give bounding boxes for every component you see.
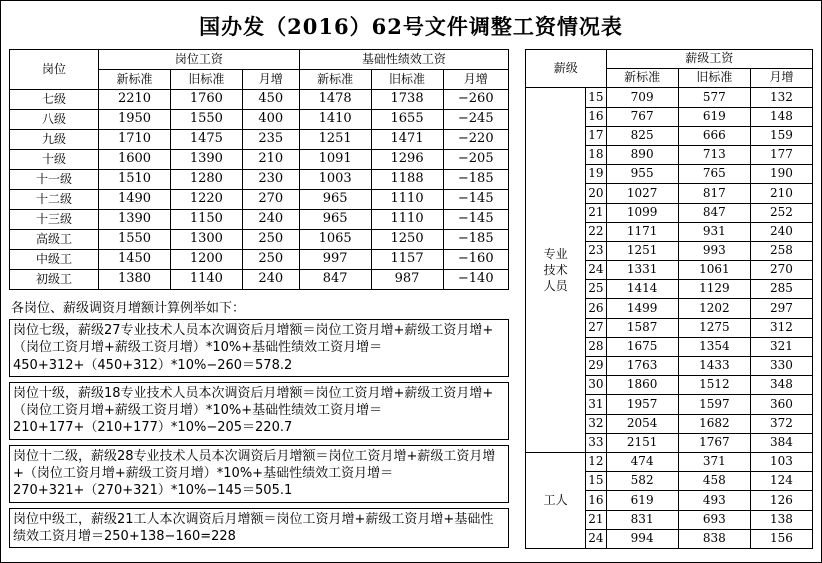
cell-post-old: 1140 xyxy=(170,270,242,290)
cell-grade-new: 709 xyxy=(606,88,678,107)
row-label: 十二级 xyxy=(10,190,99,210)
group-label-line-2: 技术 xyxy=(543,263,568,278)
cell-grade-inc: 159 xyxy=(750,126,812,145)
cell-grade-old: 577 xyxy=(678,88,750,107)
cell-perf-new: 1091 xyxy=(299,150,371,170)
cell-perf-inc: −160 xyxy=(443,250,509,270)
cell-grade-old: 1061 xyxy=(678,261,750,280)
cell-grade-old: 1682 xyxy=(678,414,750,433)
cell-grade-old: 931 xyxy=(678,222,750,241)
cell-grade-new: 1027 xyxy=(606,184,678,203)
cell-grade-old: 765 xyxy=(678,165,750,184)
cell-grade: 27 xyxy=(586,318,606,337)
cell-perf-old: 1655 xyxy=(371,110,443,130)
table-row xyxy=(10,270,509,290)
header-group-post-salary: 岗位工资 xyxy=(99,50,300,70)
table-row xyxy=(10,90,509,110)
cell-perf-old: 1110 xyxy=(371,190,443,210)
cell-post-new: 1710 xyxy=(99,130,171,150)
cell-perf-inc: −185 xyxy=(443,230,509,250)
header-grade-old: 旧标准 xyxy=(678,69,750,88)
cell-perf-inc: −220 xyxy=(443,130,509,150)
cell-grade: 32 xyxy=(586,414,606,433)
cell-grade-old: 1512 xyxy=(678,376,750,395)
cell-grade-inc: 360 xyxy=(750,395,812,414)
cell-post-inc: 230 xyxy=(242,170,299,190)
cell-grade: 24 xyxy=(586,529,606,548)
group-label-line-3: 人员 xyxy=(543,279,568,294)
group-label-line-1: 专业 xyxy=(543,246,568,261)
cell-grade-new: 474 xyxy=(606,452,678,471)
note-item xyxy=(9,319,509,377)
cell-grade-old: 1597 xyxy=(678,395,750,414)
cell-perf-new: 1251 xyxy=(299,130,371,150)
cell-grade-new: 1763 xyxy=(606,357,678,376)
cell-grade: 16 xyxy=(586,491,606,510)
cell-grade-old: 1354 xyxy=(678,337,750,356)
cell-post-old: 1550 xyxy=(170,110,242,130)
cell-post-new: 1390 xyxy=(99,210,171,230)
cell-post-old: 1280 xyxy=(170,170,242,190)
position-salary-table xyxy=(9,49,509,290)
note-text: 岗位七级，薪级27专业技术人员本次调资后月增额＝岗位工资月增+薪级工资月增+（岗位工资月增+薪级工资月增）*10%+基础性绩效工资月增＝450+312+（450+312）*10%−260＝578.2 xyxy=(13,323,494,373)
cell-grade-old: 371 xyxy=(678,452,750,471)
header-group-performance-salary: 基础性绩效工资 xyxy=(299,50,508,70)
table-row xyxy=(526,452,813,471)
cell-perf-inc: −145 xyxy=(443,210,509,230)
row-label: 七级 xyxy=(10,90,99,110)
cell-grade: 25 xyxy=(586,280,606,299)
cell-grade-old: 1275 xyxy=(678,318,750,337)
cell-post-new: 1510 xyxy=(99,170,171,190)
cell-grade: 19 xyxy=(586,165,606,184)
row-label: 九级 xyxy=(10,130,99,150)
cell-grade: 22 xyxy=(586,222,606,241)
cell-grade-old: 1433 xyxy=(678,357,750,376)
cell-grade-new: 2054 xyxy=(606,414,678,433)
cell-grade-inc: 177 xyxy=(750,145,812,164)
row-label: 十级 xyxy=(10,150,99,170)
cell-grade-new: 890 xyxy=(606,145,678,164)
cell-post-new: 1380 xyxy=(99,270,171,290)
note-item xyxy=(9,382,509,440)
cell-post-old: 1300 xyxy=(170,230,242,250)
table-header-row-1 xyxy=(526,50,813,69)
cell-grade-new: 619 xyxy=(606,491,678,510)
cell-grade-new: 2151 xyxy=(606,433,678,452)
table-row xyxy=(10,210,509,230)
header-perf-new: 新标准 xyxy=(299,70,371,90)
cell-post-new: 1950 xyxy=(99,110,171,130)
cell-grade: 15 xyxy=(586,88,606,107)
header-group-grade-salary: 薪级工资 xyxy=(606,50,812,69)
cell-grade-inc: 348 xyxy=(750,376,812,395)
cell-perf-new: 965 xyxy=(299,210,371,230)
header-post-inc: 月增 xyxy=(242,70,299,90)
cell-grade-old: 458 xyxy=(678,472,750,491)
cell-grade-new: 1587 xyxy=(606,318,678,337)
cell-grade-inc: 132 xyxy=(750,88,812,107)
cell-perf-inc: −140 xyxy=(443,270,509,290)
cell-grade-inc: 321 xyxy=(750,337,812,356)
table-row xyxy=(10,230,509,250)
table-header-row-1 xyxy=(10,50,509,70)
group-label-professional xyxy=(526,88,586,453)
header-post: 岗位 xyxy=(10,50,99,90)
table-row xyxy=(10,150,509,170)
row-label: 中级工 xyxy=(10,250,99,270)
cell-grade: 20 xyxy=(586,184,606,203)
note-item xyxy=(9,445,509,503)
cell-post-inc: 400 xyxy=(242,110,299,130)
cell-perf-new: 965 xyxy=(299,190,371,210)
cell-perf-old: 1250 xyxy=(371,230,443,250)
note-item xyxy=(9,508,509,549)
table-row xyxy=(10,170,509,190)
cell-grade-inc: 270 xyxy=(750,261,812,280)
cell-post-new: 1490 xyxy=(99,190,171,210)
cell-perf-new: 1003 xyxy=(299,170,371,190)
cell-grade-old: 693 xyxy=(678,510,750,529)
cell-grade-inc: 124 xyxy=(750,472,812,491)
cell-perf-old: 987 xyxy=(371,270,443,290)
cell-grade-old: 713 xyxy=(678,145,750,164)
table-row xyxy=(10,190,509,210)
cell-post-old: 1390 xyxy=(170,150,242,170)
cell-perf-inc: −145 xyxy=(443,190,509,210)
cell-perf-old: 1296 xyxy=(371,150,443,170)
cell-perf-old: 1738 xyxy=(371,90,443,110)
header-grade-inc: 月增 xyxy=(750,69,812,88)
cell-grade-old: 817 xyxy=(678,184,750,203)
table-row xyxy=(10,250,509,270)
cell-grade: 16 xyxy=(586,107,606,126)
cell-post-inc: 250 xyxy=(242,230,299,250)
group-label-worker: 工人 xyxy=(526,452,586,548)
table-row xyxy=(10,130,509,150)
cell-post-new: 1550 xyxy=(99,230,171,250)
cell-perf-old: 1471 xyxy=(371,130,443,150)
cell-grade-inc: 384 xyxy=(750,433,812,452)
cell-grade: 21 xyxy=(586,510,606,529)
cell-grade-inc: 312 xyxy=(750,318,812,337)
cell-grade-inc: 285 xyxy=(750,280,812,299)
cell-grade-inc: 372 xyxy=(750,414,812,433)
cell-grade-new: 1099 xyxy=(606,203,678,222)
cell-grade: 21 xyxy=(586,203,606,222)
cell-post-old: 1150 xyxy=(170,210,242,230)
cell-post-inc: 210 xyxy=(242,150,299,170)
cell-perf-new: 997 xyxy=(299,250,371,270)
row-label: 高级工 xyxy=(10,230,99,250)
table-row xyxy=(10,110,509,130)
row-label: 十一级 xyxy=(10,170,99,190)
page-title: 国办发（2016）62号文件调整工资情况表 xyxy=(199,14,623,39)
cell-grade-inc: 138 xyxy=(750,510,812,529)
cell-post-new: 2210 xyxy=(99,90,171,110)
cell-grade-new: 1171 xyxy=(606,222,678,241)
cell-grade: 15 xyxy=(586,472,606,491)
cell-grade-old: 1767 xyxy=(678,433,750,452)
cell-grade: 12 xyxy=(586,452,606,471)
cell-grade-new: 831 xyxy=(606,510,678,529)
cell-grade-new: 1414 xyxy=(606,280,678,299)
cell-grade-old: 1129 xyxy=(678,280,750,299)
cell-grade-old: 493 xyxy=(678,491,750,510)
cell-grade: 29 xyxy=(586,357,606,376)
cell-post-new: 1600 xyxy=(99,150,171,170)
right-column xyxy=(525,49,813,549)
cell-post-old: 1760 xyxy=(170,90,242,110)
cell-grade-new: 994 xyxy=(606,529,678,548)
cell-grade-new: 1331 xyxy=(606,261,678,280)
cell-post-old: 1200 xyxy=(170,250,242,270)
cell-post-inc: 450 xyxy=(242,90,299,110)
header-grade-new: 新标准 xyxy=(606,69,678,88)
cell-grade-new: 1499 xyxy=(606,299,678,318)
cell-perf-inc: −260 xyxy=(443,90,509,110)
cell-grade-inc: 190 xyxy=(750,165,812,184)
notes-section xyxy=(9,296,509,548)
header-post-old: 旧标准 xyxy=(170,70,242,90)
notes-intro: 各岗位、薪级调资月增额计算例举如下： xyxy=(11,301,246,316)
cell-grade-old: 1202 xyxy=(678,299,750,318)
header-post-new: 新标准 xyxy=(99,70,171,90)
cell-grade-inc: 126 xyxy=(750,491,812,510)
cell-grade: 33 xyxy=(586,433,606,452)
cell-perf-old: 1188 xyxy=(371,170,443,190)
header-grade: 薪级 xyxy=(526,50,607,88)
cell-grade: 31 xyxy=(586,395,606,414)
cell-grade-inc: 103 xyxy=(750,452,812,471)
cell-grade: 23 xyxy=(586,241,606,260)
cell-perf-inc: −245 xyxy=(443,110,509,130)
cell-grade: 18 xyxy=(586,145,606,164)
cell-post-new: 1450 xyxy=(99,250,171,270)
cell-perf-new: 1410 xyxy=(299,110,371,130)
cell-grade-new: 767 xyxy=(606,107,678,126)
cell-grade: 30 xyxy=(586,376,606,395)
row-label: 十三级 xyxy=(10,210,99,230)
cell-perf-old: 1157 xyxy=(371,250,443,270)
cell-grade-old: 619 xyxy=(678,107,750,126)
left-column xyxy=(9,49,509,553)
note-text: 岗位十级，薪级18专业技术人员本次调资后月增额＝岗位工资月增+薪级工资月增+（岗位工资月增+薪级工资月增）*10%+基础性绩效工资月增＝210+177+（210+177）*10%−205＝220.7 xyxy=(13,385,494,436)
cell-perf-old: 1110 xyxy=(371,210,443,230)
cell-post-old: 1220 xyxy=(170,190,242,210)
cell-post-inc: 235 xyxy=(242,130,299,150)
content-columns xyxy=(1,49,821,553)
cell-perf-new: 1065 xyxy=(299,230,371,250)
cell-grade-inc: 210 xyxy=(750,184,812,203)
cell-grade-old: 847 xyxy=(678,203,750,222)
table-row xyxy=(526,88,813,107)
cell-grade-inc: 258 xyxy=(750,241,812,260)
cell-grade-old: 993 xyxy=(678,241,750,260)
header-perf-old: 旧标准 xyxy=(371,70,443,90)
grade-salary-table xyxy=(525,49,813,549)
row-label: 八级 xyxy=(10,110,99,130)
cell-grade-inc: 252 xyxy=(750,203,812,222)
row-label: 初级工 xyxy=(10,270,99,290)
cell-post-inc: 240 xyxy=(242,210,299,230)
cell-grade-inc: 330 xyxy=(750,357,812,376)
cell-grade-inc: 240 xyxy=(750,222,812,241)
cell-grade-new: 1860 xyxy=(606,376,678,395)
cell-post-inc: 250 xyxy=(242,250,299,270)
cell-grade-inc: 297 xyxy=(750,299,812,318)
cell-grade-new: 1251 xyxy=(606,241,678,260)
cell-grade-old: 838 xyxy=(678,529,750,548)
cell-grade: 24 xyxy=(586,261,606,280)
cell-grade-old: 666 xyxy=(678,126,750,145)
cell-grade-inc: 148 xyxy=(750,107,812,126)
note-text: 岗位十二级，薪级28专业技术人员本次调资后月增额＝岗位工资月增+薪级工资月增+（岗位工资月增+薪级工资月增）*10%+基础性绩效工资月增＝270+321+（270+321）*10%−145＝505.1 xyxy=(13,448,496,499)
header-perf-inc: 月增 xyxy=(443,70,509,90)
cell-perf-new: 847 xyxy=(299,270,371,290)
cell-grade: 28 xyxy=(586,337,606,356)
note-text: 岗位中级工，薪级21工人本次调资后月增额＝岗位工资月增+薪级工资月增+基础性绩效工资月增＝250+138−160=228 xyxy=(13,511,494,544)
cell-grade-inc: 156 xyxy=(750,529,812,548)
cell-grade: 17 xyxy=(586,126,606,145)
cell-grade-new: 955 xyxy=(606,165,678,184)
cell-post-old: 1475 xyxy=(170,130,242,150)
cell-post-inc: 270 xyxy=(242,190,299,210)
cell-perf-new: 1478 xyxy=(299,90,371,110)
cell-post-inc: 240 xyxy=(242,270,299,290)
cell-grade-new: 825 xyxy=(606,126,678,145)
cell-grade-new: 582 xyxy=(606,472,678,491)
cell-grade-new: 1957 xyxy=(606,395,678,414)
cell-grade-new: 1675 xyxy=(606,337,678,356)
cell-perf-inc: −205 xyxy=(443,150,509,170)
cell-perf-inc: −185 xyxy=(443,170,509,190)
cell-grade: 26 xyxy=(586,299,606,318)
